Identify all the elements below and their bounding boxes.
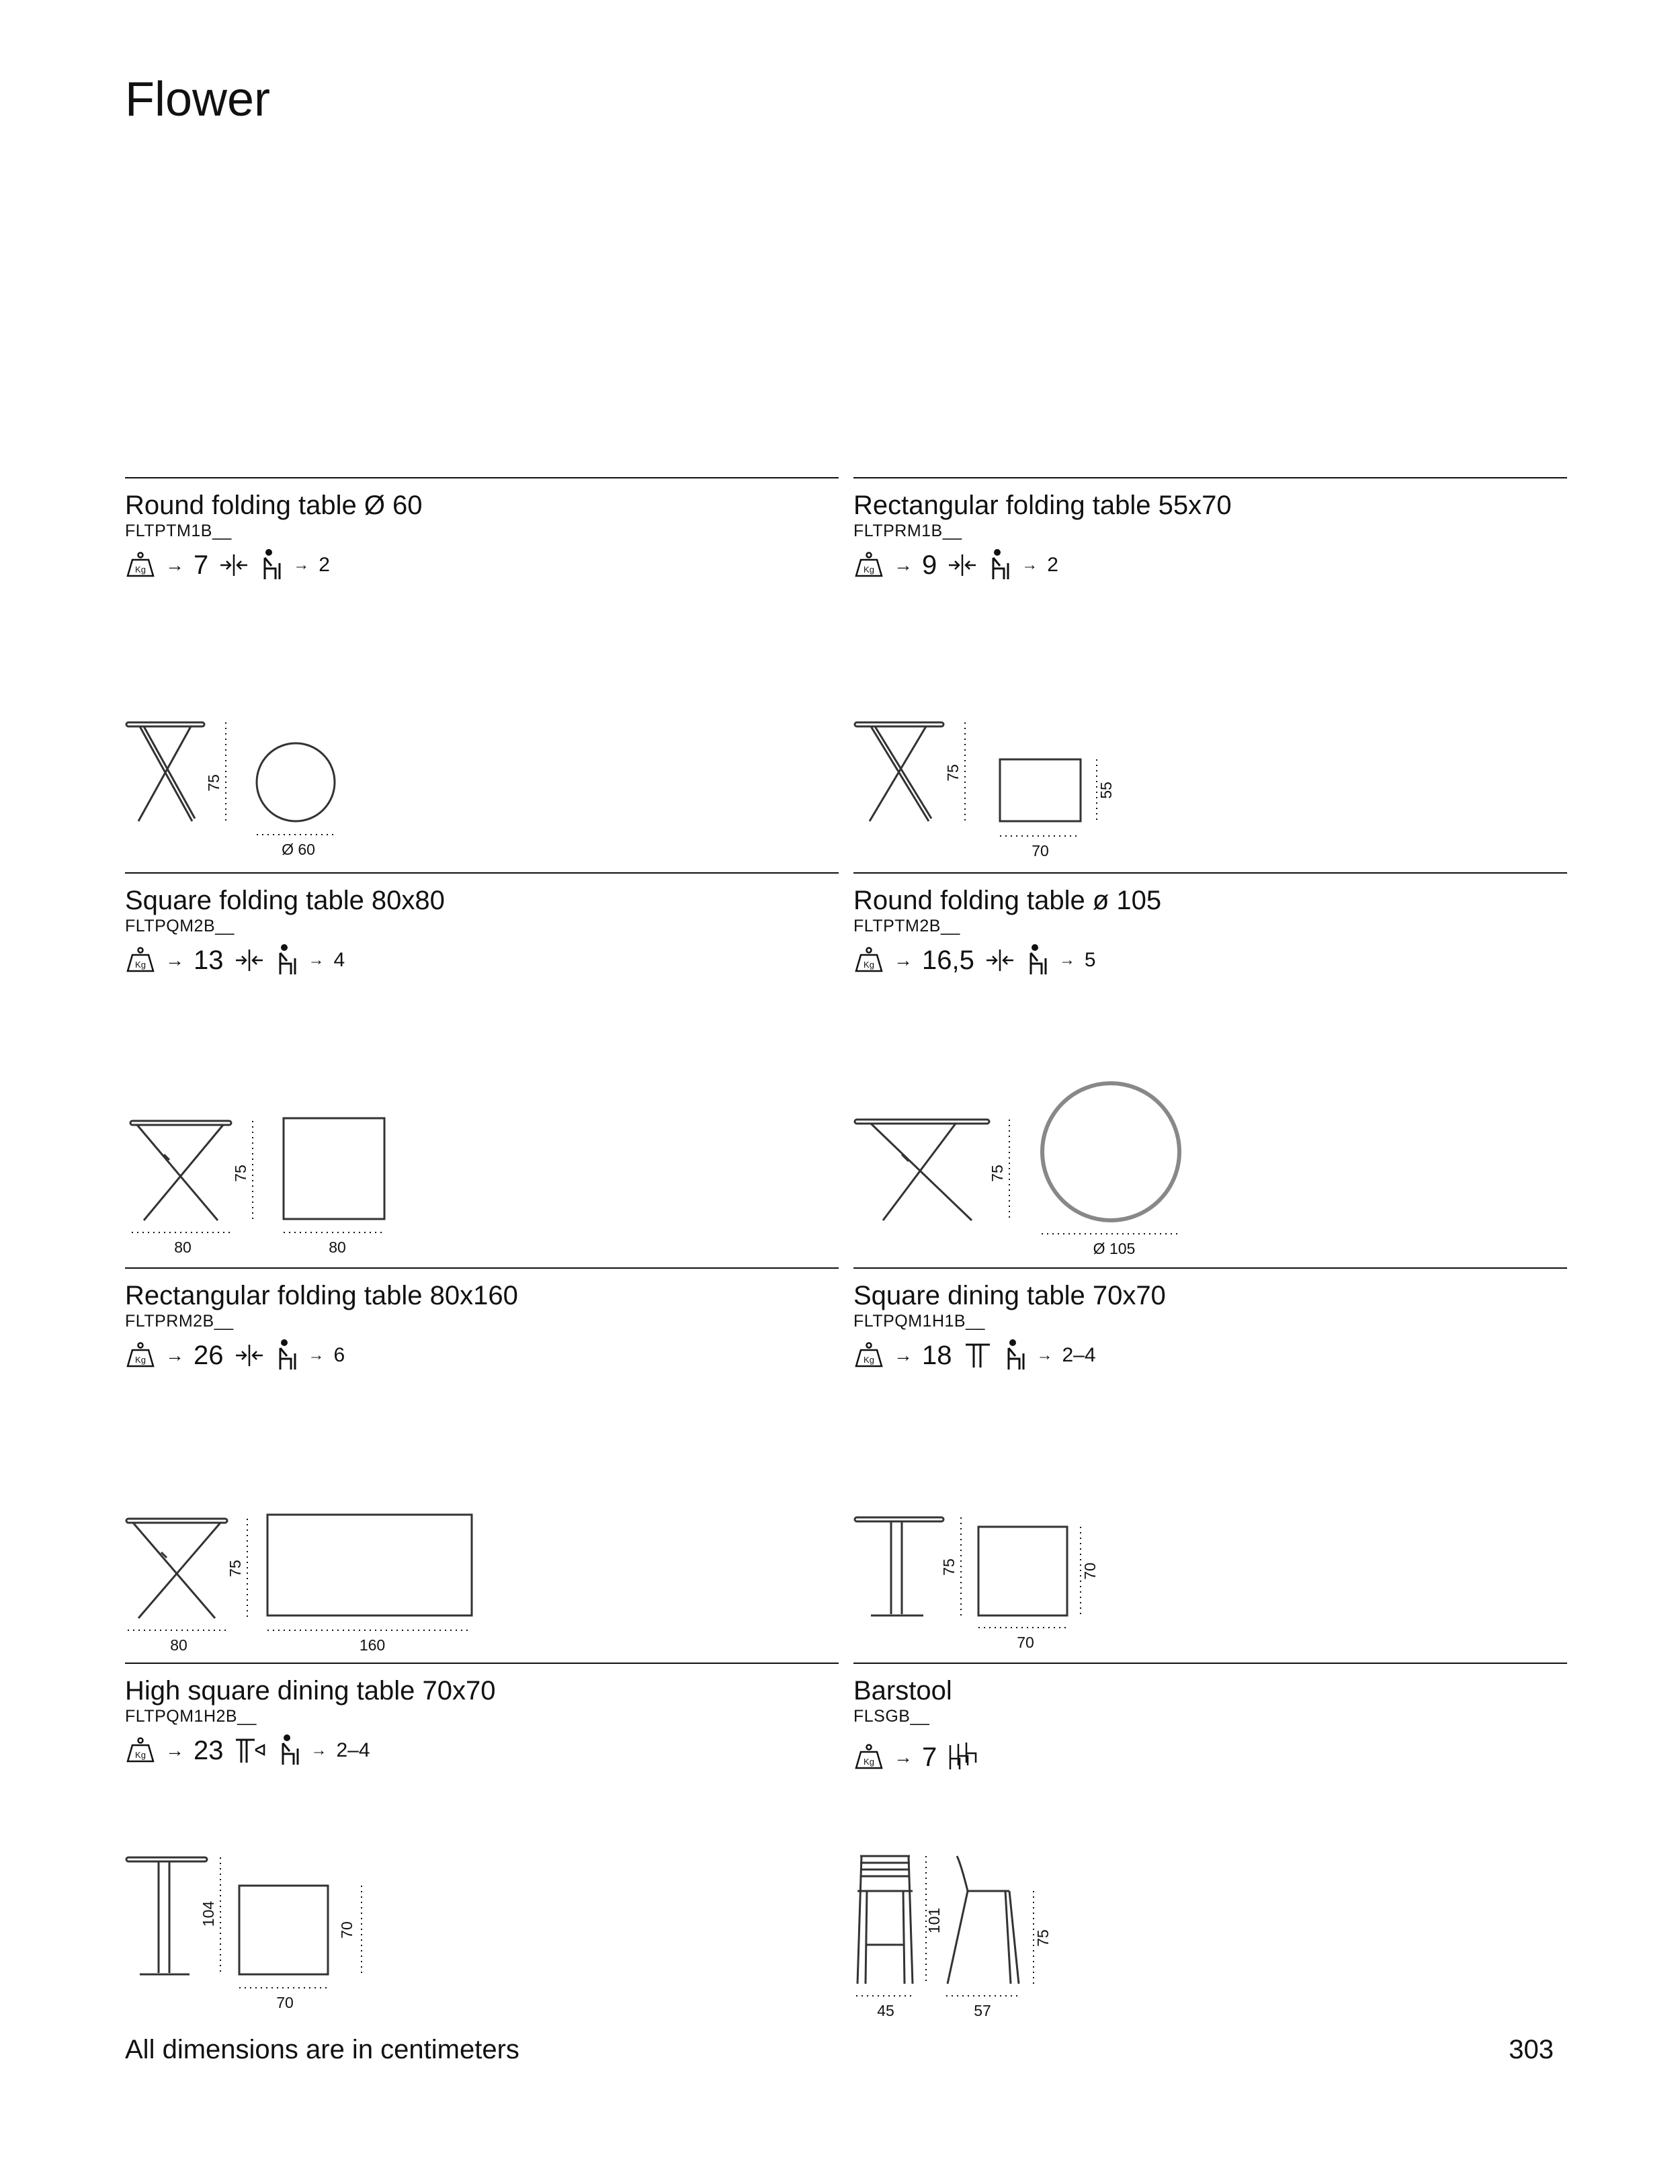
dim-base: 80 (170, 1636, 187, 1654)
product-high-square-dining-table-70x70 (125, 1663, 839, 2056)
dim-diameter: Ø 60 (282, 841, 315, 858)
dim-depth: 57 (974, 2002, 991, 2019)
product-name: Barstool (853, 1676, 952, 1706)
front-view (857, 1856, 913, 1984)
product-weight: 26 (194, 1340, 224, 1370)
product-drawing (125, 1663, 839, 2056)
arrow: → (308, 1346, 325, 1364)
top-view (267, 1515, 472, 1615)
product-name: Square folding table 80x80 (125, 886, 445, 915)
side-view (126, 1857, 207, 1974)
arrow: → (165, 554, 184, 575)
dim-depth: 70 (1081, 1562, 1099, 1580)
product-drawing (125, 477, 839, 871)
svg-text:Kg: Kg (135, 960, 146, 970)
arrow: → (165, 950, 184, 970)
dim-height: 101 (925, 1907, 943, 1934)
arrow: → (293, 556, 310, 574)
side-view (855, 1120, 989, 1220)
top-view (284, 1118, 384, 1219)
footer-note: All dimensions are in centimeters (125, 2035, 519, 2064)
arrow: → (1058, 951, 1075, 969)
seat-count: 2–4 (1062, 1344, 1096, 1366)
product-code: FLTPRM2B__ (125, 1312, 234, 1331)
side-view (126, 1519, 227, 1618)
product-drawing (853, 872, 1567, 1266)
dim-height: 75 (940, 1558, 958, 1576)
product-rectangular-folding-table-80x160 (125, 1267, 839, 1661)
top-view (978, 1527, 1067, 1615)
arrow: → (894, 1747, 913, 1767)
svg-text:Kg: Kg (864, 564, 874, 575)
product-name: Round folding table ø 105 (853, 886, 1162, 915)
product-name: High square dining table 70x70 (125, 1676, 496, 1706)
product-weight: 23 (194, 1735, 224, 1765)
product-drawing (853, 477, 1567, 871)
product-weight: 7 (922, 1742, 937, 1772)
product-drawing (125, 872, 839, 1266)
product-drawing (853, 1663, 1567, 2056)
arrow: → (165, 1345, 184, 1366)
dim-height: 75 (226, 1560, 244, 1577)
svg-text:Kg: Kg (864, 1355, 874, 1365)
side-view (130, 1121, 231, 1220)
product-square-dining-table-70x70 (853, 1267, 1567, 1661)
arrow: → (894, 1345, 913, 1366)
dim-height: 75 (232, 1165, 249, 1182)
seat-count: 4 (333, 949, 345, 971)
side-view (126, 722, 204, 821)
dim-height: 75 (205, 774, 222, 792)
dim-height: 75 (989, 1165, 1006, 1182)
dim-base: 80 (174, 1238, 192, 1256)
arrow: → (165, 1740, 184, 1761)
side-view (855, 722, 943, 821)
product-code: FLTPTM1B__ (125, 521, 232, 540)
product-weight: 18 (922, 1340, 952, 1370)
dim-width: 45 (877, 2002, 894, 2019)
side-view (855, 1517, 943, 1615)
svg-text:Kg: Kg (864, 960, 874, 970)
dim-width: 70 (276, 1994, 294, 2011)
seat-count: 2 (1047, 554, 1058, 576)
product-name: Rectangular folding table 55x70 (853, 491, 1232, 520)
dim-width: 160 (359, 1636, 386, 1654)
seat-count: 5 (1084, 949, 1096, 971)
svg-text:Kg: Kg (135, 564, 146, 575)
dim-seat-height: 75 (1034, 1929, 1052, 1947)
product-weight: 16,5 (922, 945, 974, 975)
dim-height: 104 (200, 1900, 217, 1927)
side-view (948, 1856, 1019, 1984)
product-round-folding-table-60 (125, 477, 839, 871)
product-code: FLTPQM2B__ (125, 917, 235, 935)
product-drawing (125, 1267, 839, 1661)
svg-text:Kg: Kg (135, 1355, 146, 1365)
arrow: → (894, 950, 913, 970)
top-view (1000, 759, 1081, 821)
product-code: FLSGB__ (853, 1707, 930, 1726)
product-code: FLTPQM1H1B__ (853, 1312, 985, 1331)
top-view (1042, 1083, 1179, 1220)
dim-depth: 55 (1097, 782, 1115, 799)
arrow: → (310, 1741, 327, 1759)
product-name: Rectangular folding table 80x160 (125, 1281, 518, 1310)
dim-width: 70 (1017, 1634, 1034, 1651)
product-name: Square dining table 70x70 (853, 1281, 1166, 1310)
arrow: → (308, 951, 325, 969)
arrow: → (894, 554, 913, 575)
product-weight: 9 (922, 550, 937, 580)
product-weight: 7 (194, 550, 209, 580)
seat-count: 2 (319, 554, 330, 576)
dim-width: 70 (1032, 842, 1049, 859)
dim-depth: 70 (338, 1921, 355, 1939)
dim-diameter: Ø 105 (1093, 1240, 1136, 1257)
svg-text:Kg: Kg (135, 1750, 146, 1760)
product-code: FLTPTM2B__ (853, 917, 960, 935)
product-weight: 13 (194, 945, 224, 975)
dim-width: 80 (329, 1238, 346, 1256)
top-view (257, 743, 335, 821)
product-code: FLTPQM1H2B__ (125, 1707, 257, 1726)
product-square-folding-table-80x80 (125, 872, 839, 1266)
svg-text:Kg: Kg (864, 1757, 874, 1767)
product-name: Round folding table Ø 60 (125, 491, 423, 520)
product-rectangular-folding-table-55x70 (853, 477, 1567, 871)
seat-count: 2–4 (336, 1739, 370, 1761)
dim-height: 75 (944, 764, 962, 782)
product-code: FLTPRM1B__ (853, 521, 962, 540)
top-view (239, 1886, 328, 1974)
product-barstool (853, 1663, 1567, 2056)
page-number: 303 (1509, 2035, 1554, 2064)
product-drawing (853, 1267, 1567, 1661)
arrow: → (1021, 556, 1038, 574)
seat-count: 6 (333, 1344, 345, 1366)
arrow: → (1036, 1346, 1053, 1364)
page-title: Flower (125, 73, 271, 126)
product-round-folding-table-105 (853, 872, 1567, 1266)
